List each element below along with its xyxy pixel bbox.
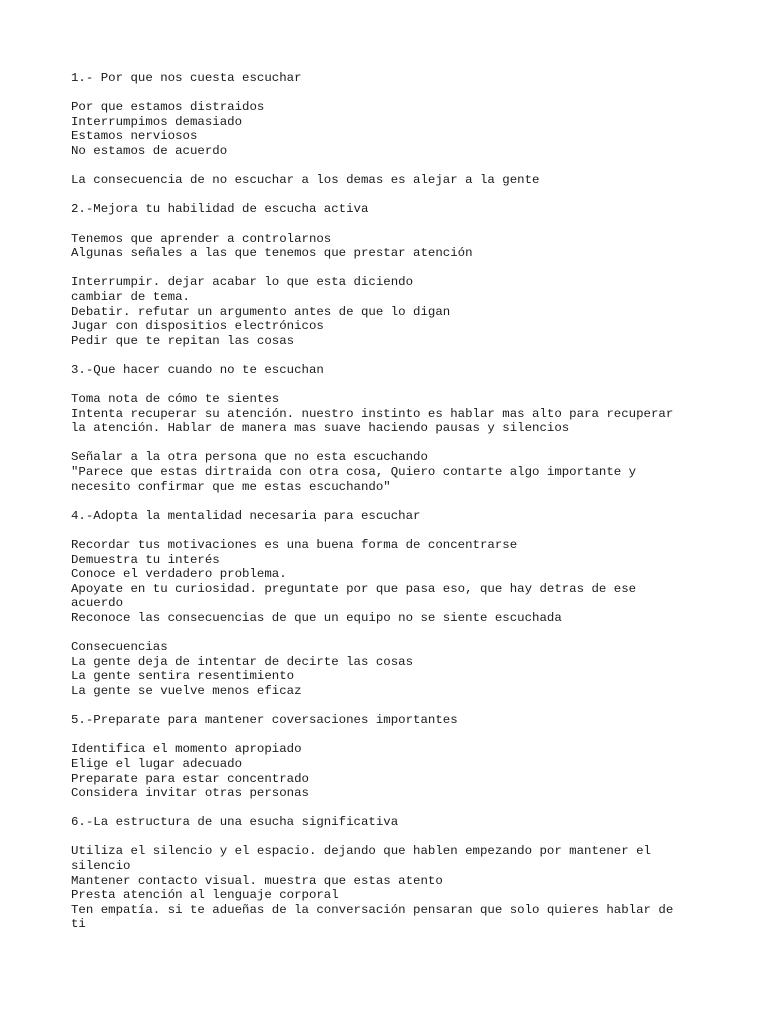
text-line: acuerdo <box>71 596 124 611</box>
text-line: Utiliza el silencio y el espacio. dejando que hablen empezando por mantener el <box>71 844 651 859</box>
text-line: Por que estamos distraidos <box>71 100 265 115</box>
text-line: "Parece que estas dirtraida con otra cosa, Quiero contarte algo importante y <box>71 465 637 480</box>
text-line: silencio <box>71 859 131 874</box>
blank-line <box>71 728 731 743</box>
section-heading: 6.-La estructura de una esucha significativa <box>71 815 399 830</box>
text-line: Demuestra tu interés <box>71 552 220 567</box>
blank-line <box>71 188 731 203</box>
text-line: ti <box>71 917 86 932</box>
text-line: Elige el lugar adecuado <box>71 756 243 771</box>
text-line: Apoyate en tu curiosidad. preguntate por que pasa eso, que hay detras de ese <box>71 581 637 596</box>
text-line: Algunas señales a las que tenemos que prestar atención <box>71 246 473 261</box>
blank-line <box>71 830 731 845</box>
section-heading: 3.-Que hacer cuando no te escuchan <box>71 362 324 377</box>
text-line: Toma nota de cómo te sientes <box>71 392 280 407</box>
text-line: La gente se vuelve menos eficaz <box>71 683 302 698</box>
section-heading: 2.-Mejora tu habilidad de escucha activa <box>71 202 369 217</box>
text-line: cambiar de tema. <box>71 289 190 304</box>
blank-line <box>71 159 731 174</box>
text-line: Jugar con dispositios electrónicos <box>71 319 324 334</box>
text-line: No estamos de acuerdo <box>71 143 228 158</box>
text-line: La consecuencia de no escuchar a los demas es alejar a la gente <box>71 173 540 188</box>
section-heading: 5.-Preparate para mantener coversaciones importantes <box>71 713 458 728</box>
blank-line <box>71 699 731 714</box>
text-line: Interrumpir. dejar acabar lo que esta diciendo <box>71 275 414 290</box>
text-line: Consecuencias <box>71 640 168 655</box>
text-line: la atención. Hablar de manera mas suave haciendo pausas y silencios <box>71 421 570 436</box>
section-heading: 4.-Adopta la mentalidad necesaria para escuchar <box>71 508 421 523</box>
text-line: Pedir que te repitan las cosas <box>71 333 295 348</box>
text-line: Debatir. refutar un argumento antes de que lo digan <box>71 304 451 319</box>
text-line: La gente deja de intentar de decirte las cosas <box>71 654 414 669</box>
text-line: Considera invitar otras personas <box>71 786 309 801</box>
blank-line <box>71 801 731 816</box>
document-page <box>71 71 731 932</box>
blank-line <box>71 86 731 101</box>
blank-line <box>71 494 731 509</box>
text-line: Preparate para estar concentrado <box>71 771 309 786</box>
text-line: Reconoce las consecuencias de que un equipo no se siente escuchada <box>71 610 562 625</box>
text-line: Señalar a la otra persona que no esta escuchando <box>71 450 428 465</box>
text-line: Presta atención al lenguaje corporal <box>71 888 339 903</box>
text-line: necesito confirmar que me estas escuchando" <box>71 479 391 494</box>
blank-line <box>71 261 731 276</box>
blank-line <box>71 626 731 641</box>
text-line: La gente sentira resentimiento <box>71 669 295 684</box>
text-line: Recordar tus motivaciones es una buena forma de concentrarse <box>71 538 518 552</box>
blank-line <box>71 348 731 363</box>
blank-line <box>71 377 731 392</box>
text-line: Mantener contacto visual. muestra que estas atento <box>71 873 443 888</box>
text-line: Identifica el momento apropiado <box>71 742 302 757</box>
blank-line <box>71 436 731 451</box>
text-line: Ten empatía. si te adueñas de la conversación pensaran que solo quieres hablar de <box>71 902 674 917</box>
text-line: Conoce el verdadero problema. <box>71 567 287 582</box>
text-line: Interrumpimos demasiado <box>71 114 243 129</box>
text-line: Estamos nerviosos <box>71 129 198 144</box>
blank-line <box>71 217 731 232</box>
text-line: Intenta recuperar su atención. nuestro instinto es hablar mas alto para recuperar <box>71 406 674 421</box>
blank-line <box>71 523 731 538</box>
section-heading: 1.- Por que nos cuesta escuchar <box>71 71 302 85</box>
text-line: Tenemos que aprender a controlarnos <box>71 231 332 246</box>
